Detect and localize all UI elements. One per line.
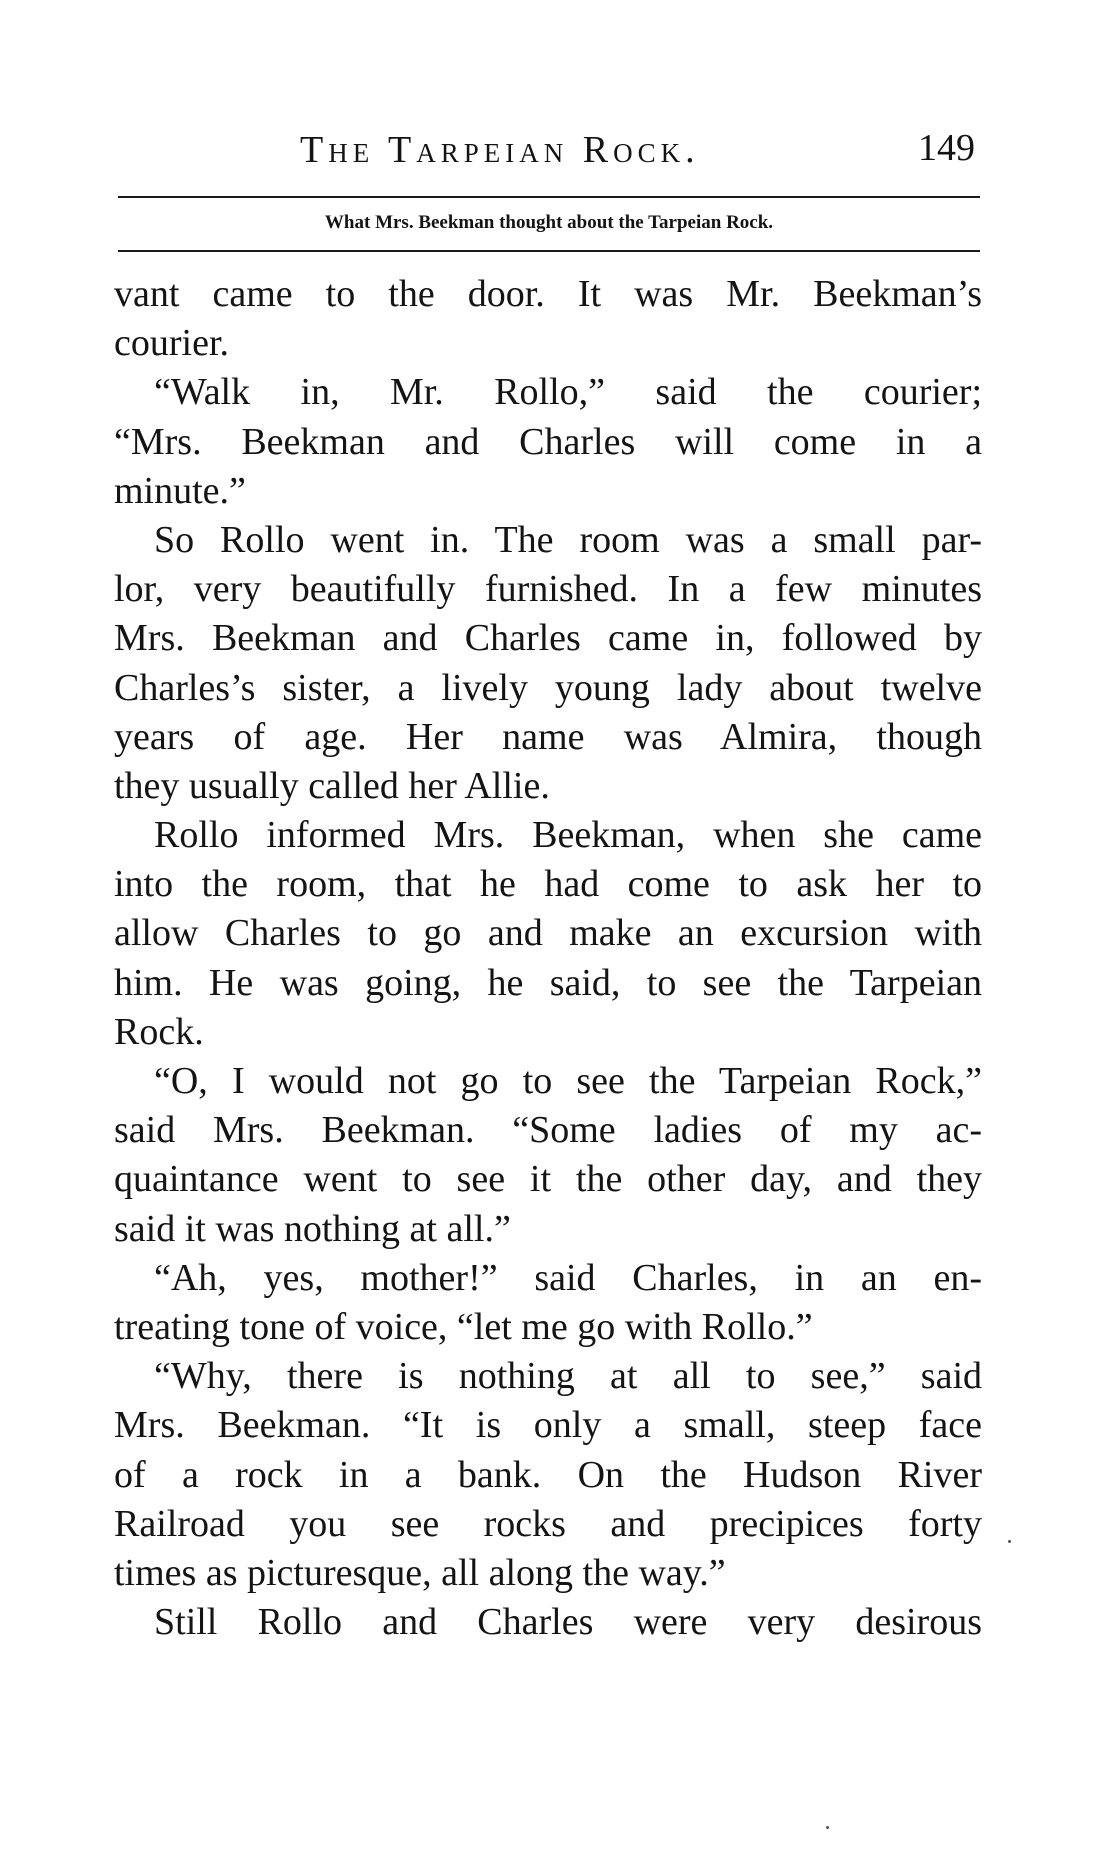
text-line: times as picturesque, all along the way.” [114,1551,726,1594]
text-line: courier. [114,322,230,365]
text-line: lor, very beautifully furnished. In a few minutes [114,568,982,611]
text-line: they usually called her Allie. [114,764,550,807]
text-line: years of age. Her name was Almira, though [114,715,982,758]
text-line: Mrs. Beekman. “It is only a small, steep face [114,1404,982,1447]
paper-speck [1008,1540,1011,1543]
text-line: “Ah, yes, mother!” said Charles, in an en- [154,1256,982,1299]
text-line: him. He was going, he said, to see the Tarpeian [114,961,982,1004]
text-line: minute.” [114,469,246,512]
text-line: “Walk in, Mr. Rollo,” said the courier; [154,371,982,414]
paper-speck [826,1826,829,1829]
text-line: Mrs. Beekman and Charles came in, followed by [114,617,982,660]
text-line: quaintance went to see it the other day, and they [114,1158,982,1201]
header-rule-bottom [118,250,980,252]
text-line: Still Rollo and Charles were very desirous [154,1601,982,1644]
text-line: Charles’s sister, a lively young lady about twelve [114,666,982,709]
body-text [114,270,982,1647]
text-line: of a rock in a bank. On the Hudson River [114,1453,982,1496]
running-title: The Tarpeian Rock. [300,129,700,171]
text-line: So Rollo went in. The room was a small par- [154,518,982,561]
page-number: 149 [918,127,975,169]
text-line: “Why, there is nothing at all to see,” said [154,1355,982,1398]
text-line: treating tone of voice, “let me go with Rollo.” [114,1305,813,1348]
text-line: Rollo informed Mrs. Beekman, when she came [154,814,982,857]
text-line: vant came to the door. It was Mr. Beekman’s [114,273,982,315]
text-line: “Mrs. Beekman and Charles will come in a [114,420,982,463]
header-rule-top [118,196,980,198]
text-line: “O, I would not go to see the Tarpeian Rock,” [154,1060,982,1102]
text-line: allow Charles to go and make an excursion with [114,912,982,955]
text-line: said it was nothing at all.” [114,1207,511,1250]
text-line: Rock. [114,1010,204,1053]
chapter-subheading: What Mrs. Beekman thought about the Tarpeian Rock. [324,212,774,233]
text-line: said Mrs. Beekman. “Some ladies of my ac- [114,1109,982,1152]
text-line: into the room, that he had come to ask her to [114,863,982,906]
text-line: Railroad you see rocks and precipices forty [114,1502,982,1545]
